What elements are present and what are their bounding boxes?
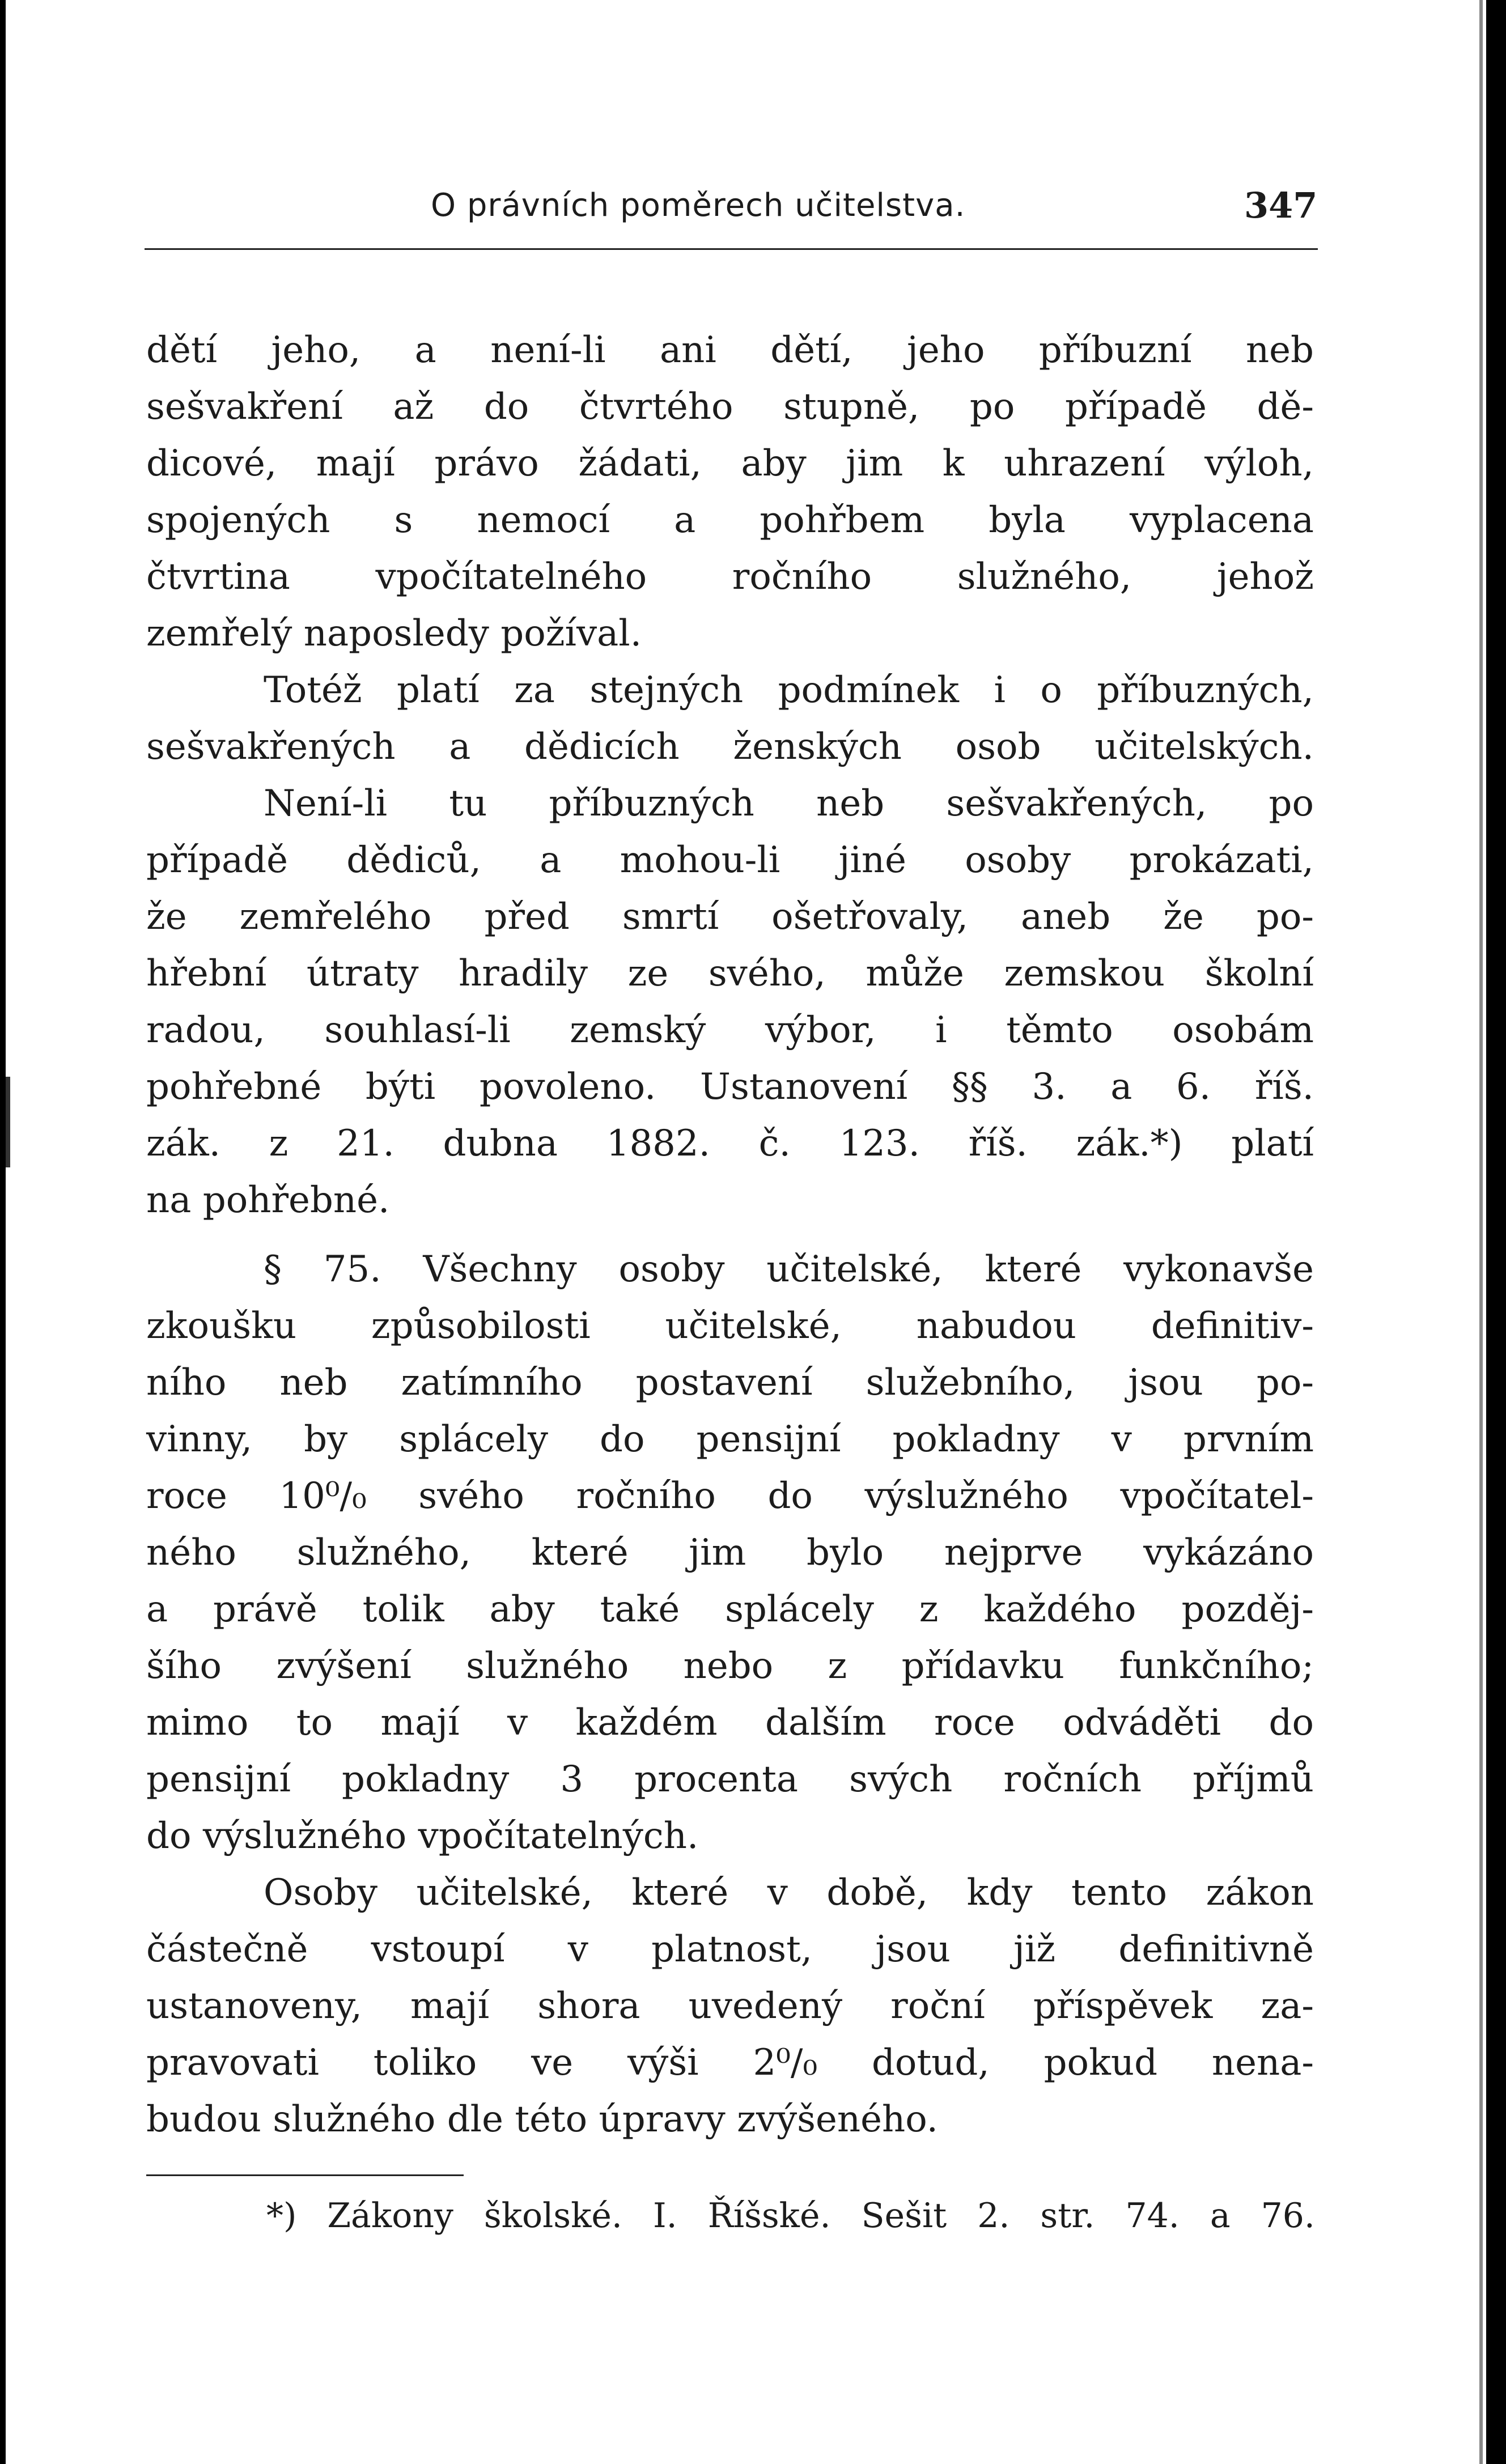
text-line: pohřebné býti povoleno. Ustanovení §§ 3. a 6. říš. bbox=[146, 1066, 1314, 1108]
text-line: zák. z 21. dubna 1882. č. 123. říš. zák.*) platí bbox=[146, 1123, 1314, 1165]
text-line: na pohřebné. bbox=[146, 1179, 390, 1221]
text-line: sešvakřených a dědicích ženských osob učitelských. bbox=[146, 726, 1314, 768]
text-line: pensijní pokladny 3 procenta svých ročních příjmů bbox=[146, 1758, 1314, 1800]
text-line: Osoby učitelské, které v době, kdy tento zákon bbox=[264, 1872, 1314, 1914]
section-75-heading-line: § 75. Všechny osoby učitelské, které vykonavše bbox=[264, 1248, 1314, 1290]
text-line: roce 10⁰/₀ svého ročního do výslužného vpočítatel- bbox=[146, 1475, 1314, 1517]
text-line: sešvakření až do čtvrtého stupně, po případě dě- bbox=[146, 386, 1314, 428]
text-line: ního neb zatímního postavení služebního, jsou po- bbox=[146, 1362, 1314, 1404]
text-line: do výslužného vpočítatelných. bbox=[146, 1815, 699, 1857]
text-line: pravovati toliko ve výši 2⁰/₀ dotud, pokud nena- bbox=[146, 2042, 1314, 2084]
text-line: vinny, by splácely do pensijní pokladny v prvním bbox=[146, 1418, 1314, 1460]
text-line: mimo to mají v každém dalším roce odváděti do bbox=[146, 1702, 1314, 1744]
text-line: Totéž platí za stejných podmínek i o příbuzných, bbox=[264, 669, 1314, 711]
text-line: ustanoveny, mají shora uvedený roční příspěvek za- bbox=[146, 1985, 1314, 2027]
page-number: 347 bbox=[1244, 185, 1318, 226]
text-line: a právě tolik aby také splácely z každého pozděj- bbox=[146, 1588, 1314, 1630]
text-line: čtvrtina vpočítatelného ročního služného, jehož bbox=[146, 556, 1314, 598]
text-line: radou, souhlasí-li zemský výbor, i těmto osobám bbox=[146, 1009, 1314, 1051]
text-line: částečně vstoupí v platnost, jsou již definitivně bbox=[146, 1928, 1314, 1970]
text-line: zemřelý naposledy požíval. bbox=[146, 613, 642, 655]
footnote-rule bbox=[146, 2174, 464, 2176]
header-rule bbox=[145, 248, 1318, 250]
text-line: případě dědiců, a mohou-li jiné osoby prokázati, bbox=[146, 839, 1314, 881]
running-header: O právních poměrech učitelstva. bbox=[431, 187, 966, 224]
footnote: *) Zákony školské. I. Říšské. Sešit 2. str. 74. a 76. bbox=[266, 2196, 1315, 2236]
text-line: spojených s nemocí a pohřbem byla vyplacena bbox=[146, 499, 1314, 541]
text-line: zkoušku způsobilosti učitelské, nabudou definitiv- bbox=[146, 1305, 1314, 1347]
text-line: šího zvýšení služného nebo z přídavku funkčního; bbox=[146, 1645, 1314, 1687]
text-line: hřební útraty hradily ze svého, může zemskou školní bbox=[146, 953, 1314, 995]
text-line: dicové, mají právo žádati, aby jim k uhrazení výloh, bbox=[146, 443, 1314, 485]
text-line: dětí jeho, a není-li ani dětí, jeho příbuzní neb bbox=[146, 329, 1314, 371]
text-line: budou služného dle této úpravy zvýšeného. bbox=[146, 2098, 938, 2140]
text-line: Není-li tu příbuzných neb sešvakřených, po bbox=[264, 783, 1314, 825]
text-line: že zemřelého před smrtí ošetřovaly, aneb že po- bbox=[146, 896, 1314, 938]
text-line: ného služného, které jim bylo nejprve vykázáno bbox=[146, 1532, 1314, 1574]
